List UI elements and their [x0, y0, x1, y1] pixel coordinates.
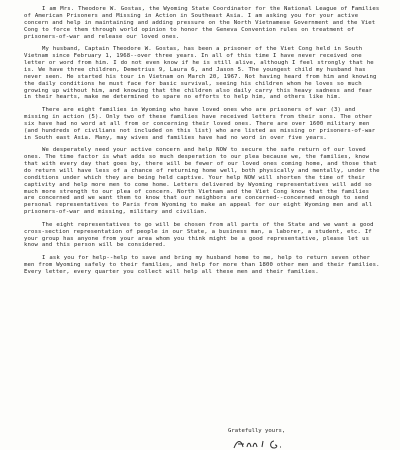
paragraph-4: We desperately need your active concern and help NOW to secure the safe return of our loved ones. The time factor is what adds so much desperation to our plea because we, the families, know that with every day that goes by, there will be fewer of our loved ones coming home, and those that do return will have less of a chance of returning home well, both physically and mentally, under the conditions under which they are being held captive. Your help NOW will shorten the time of their captivity and help more men to come home. Letters delivered by Wyoming representatives will add so much more strength to our plea of concern. North Vietnam and the Viet Cong know that the families are concerned and we want them to know that our neighbors are concerned--concerned enough to send personal representatives to Paris from Wyoming to make an appeal for our eight Wyoming men and all prisoners-of-war and missing, military and civilian.: [24, 147, 380, 216]
paragraph-1: I am Mrs. Theodore W. Gostas, the Wyoming State Coordinator for the National League of Families of American Prisoners and Missing in Action in Southeast Asia. I am asking you for your active concern and help in maintaining and adding pressure on the North Vietnamese Government and the Viet Cong to force them through world opinion to honor the Geneva Convention rules on treatment of prisoners-of-war and release our loved ones.: [24, 6, 380, 40]
closing-line: Gratefully yours,: [228, 428, 286, 434]
handwritten-signature: [232, 437, 312, 451]
paragraph-6: I ask you for help--help to save and bring my husband home to me, help to return seven other men from Wyoming safely to their families, and help for more than 1800 other men and their families. Every letter, every quarter you collect will help all these men and their families.: [24, 254, 380, 275]
letter-body: [24, 6, 380, 279]
paragraph-5: The eight representatives to go will be chosen from all parts of the State and we want a good cross-section representation of people in our State, a business man, a laborer, a student, etc. If your group has anyone from your area whom you think might be a good representative, please let us know and this person will be considered.: [24, 221, 374, 249]
paragraph-3: There are eight families in Wyoming who have loved ones who are prisoners of war (3) and missing in action (5). Only two of these families have received letters from their sons. The other six have had no word at all from or concerning their loved ones. There are over 1600 military men (and hundreds of civilians not included on this list) who are listed as missing or prisoners-of-war in South east Asia. Many, may wives and families have had no word in over five years.: [24, 106, 376, 141]
paragraph-2: My husband, Captain Theodore W. Gostas, has been a prisoner of the Viet Cong held in South Vietnam since February 1, 1968--over three years. In all of this time I have never received one letter or word from him. I do not even know if he is still alive, although I feel strongly that he is. We have three children, Demetrius 9, Laura 6, and Jason 5. The youngest child my husband has never seen. He started his tour in Vietnam on March 20, 1967. Not having heard from him and knowing the daily conditions he must face for basic survival, seeing his children whom he loves so much growing up without him, and knowing that the children also daily carry this heavy sadness and fear in their hearts, make me determined to spare no efforts to help him, and others like him.: [24, 46, 377, 101]
